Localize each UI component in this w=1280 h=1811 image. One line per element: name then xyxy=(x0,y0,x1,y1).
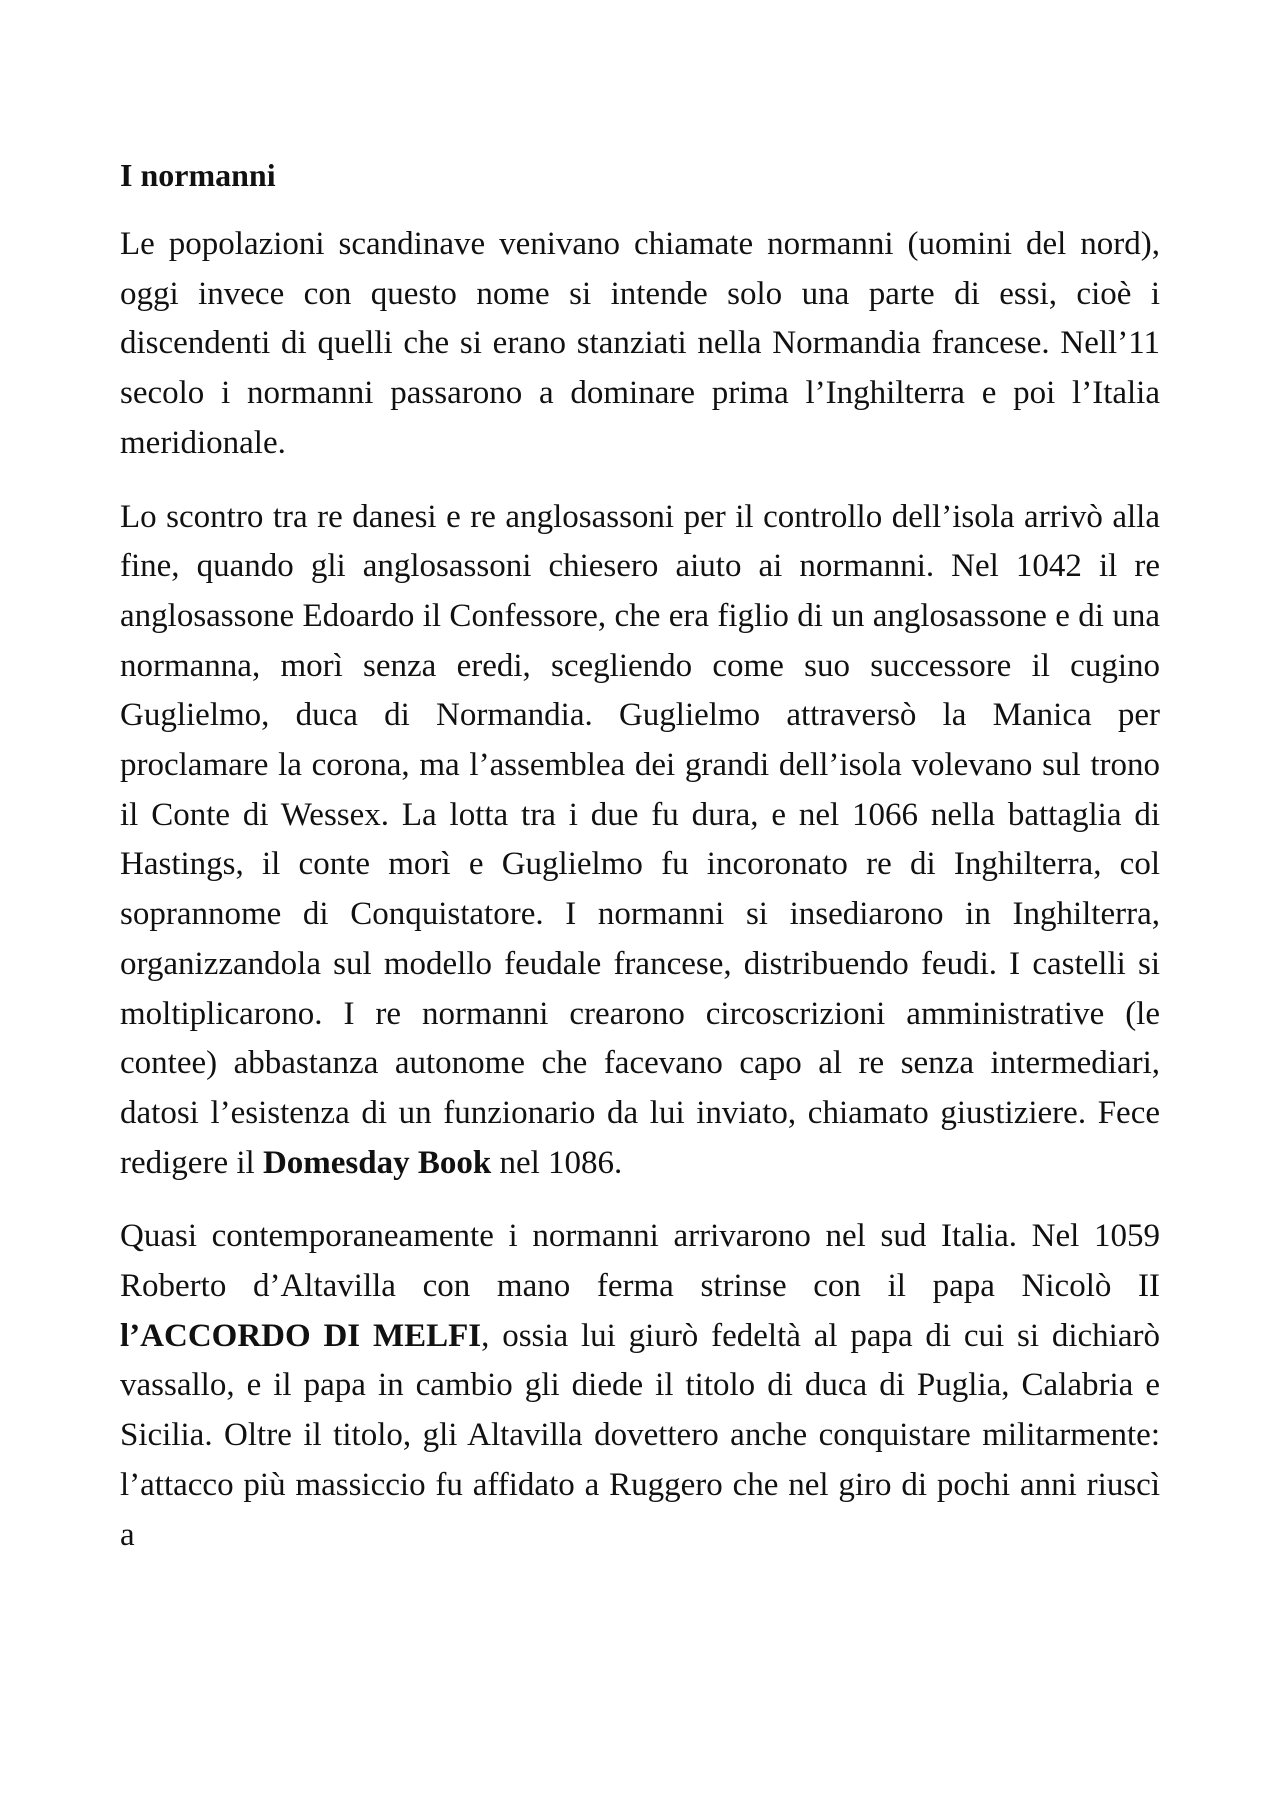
paragraph-text: nel 1086. xyxy=(491,1144,623,1181)
paragraph-text: , ossia lui giurò fedeltà al papa di cui si dichiarò vassallo, e il papa in cambio gli diede il titolo di duca di Puglia, Calabria e Sicilia. Oltre il titolo, gli Altavilla dovettero anche conquistare militarmente: l’attacco più massiccio fu affidato a Ruggero che nel giro di pochi anni riuscì a xyxy=(120,1317,1160,1553)
bold-term-accordo-di-melfi: l’ACCORDO DI MELFI xyxy=(120,1317,482,1354)
paragraph-text: Lo scontro tra re danesi e re anglosassoni per il controllo dell’isola arrivò alla fine, quando gli anglosassoni chiesero aiuto ai normanni. Nel 1042 il re anglosassone Edoardo il Confessore, che era figlio di un anglosassone e di una normanna, morì senza eredi, scegliendo come suo successore il cugino Guglielmo, duca di Normandia. Guglielmo attraversò la Manica per proclamare la corona, ma l’assemblea dei grandi dell’isola volevano sul trono il Conte di Wessex. La lotta tra i due fu dura, e nel 1066 nella battaglia di Hastings, il conte morì e Guglielmo fu incoronato re di Inghilterra, col soprannome di Conquistatore. I normanni si insediarono in Inghilterra, organizzandola sul modello feudale francese, distribuendo feudi. I castelli si moltiplicarono. I re normanni crearono circoscrizioni amministrative (le contee) abbastanza autonome che facevano capo al re senza intermediari, datosi l’esistenza di un funzionario da lui inviato, chiamato giustiziere. Fece redigere il xyxy=(120,498,1160,1181)
document-page xyxy=(120,150,1160,1584)
paragraph-england xyxy=(120,493,1160,1189)
paragraph-south-italy xyxy=(120,1212,1160,1560)
paragraph-text: Le popolazioni scandinave venivano chiamate normanni (uomini del nord), oggi invece con questo nome si intende solo una parte di essi, cioè i discendenti di quelli che si erano stanziati nella Normandia francese. Nell’11 secolo i normanni passarono a dominare prima l’Inghilterra e poi l’Italia meridionale. xyxy=(120,226,1160,461)
paragraph-text: Quasi contemporaneamente i normanni arrivarono nel sud Italia. Nel 1059 Roberto d’Altavilla con mano ferma strinse con il papa Nicolò II xyxy=(120,1218,1160,1305)
page-title: I normanni xyxy=(120,157,276,193)
bold-term-domesday-book: Domesday Book xyxy=(262,1144,492,1181)
paragraph-normanni-intro xyxy=(120,220,1160,469)
